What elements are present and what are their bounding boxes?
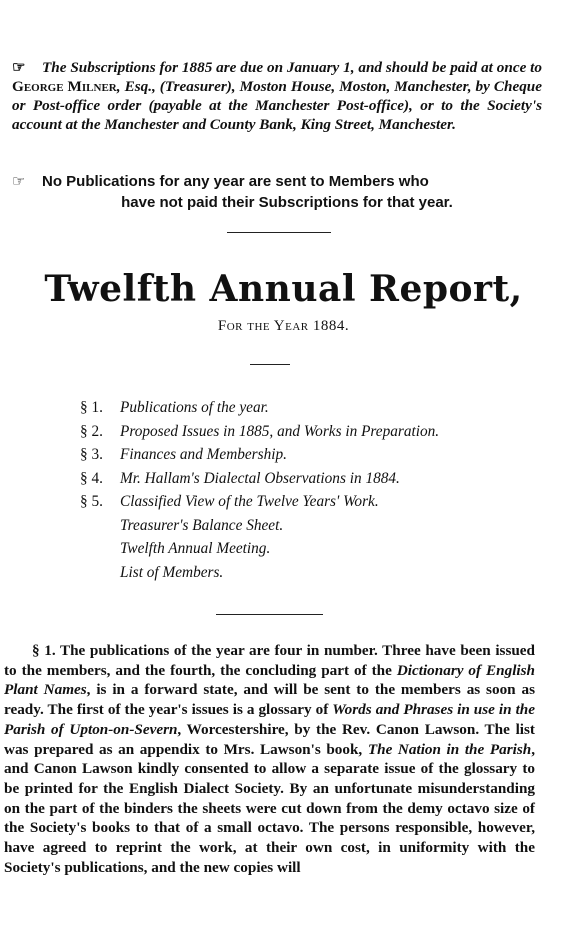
contents-item [80,396,540,420]
divider-rule [250,364,290,365]
contents-item [80,490,540,514]
notice-text-part1: The Subscriptions for 1885 are due on January 1, and should be paid at once to [42,59,542,76]
paragraph-text: § 1. The publications of the year are four in number. Three have been issued to the members, and the fourth, the concluding part of the [4,642,535,679]
section-title: Classified View of the Twelve Years' Work. [120,493,379,510]
report-title: Twelfth Annual Report, [44,268,523,310]
paragraph-text: , and Canon Lawson kindly consented to allow a separate issue of the glossary to be printed for the English Dialect Society. By an unfortunate misunderstanding on the part of the binders the sheets were cut down from the demy octavo size of the Society's books to that of a small octavo. The persons responsible, however, have agreed to reprint the work, at their own cost, in uniformity with the Society's publications, and the new copies will [4,740,536,876]
subscription-notice [12,58,542,134]
section-title: List of Members. [120,563,224,581]
publications-notice-line1: No Publications for any year are sent to Members who [42,173,429,190]
treasurer-name: George Milner [12,78,117,95]
divider-rule [216,614,323,615]
section-number: § 2. [80,422,103,440]
section-title: Publications of the year. [120,399,269,416]
book-title: Words and Phrases in use in the Parish of Upton-on-Severn [4,701,535,738]
report-subtitle: For the Year 1884. [217,318,350,334]
book-title: Dictionary of English Plant Names [4,661,535,699]
publications-notice [12,171,542,213]
contents-item [80,420,540,444]
pointing-hand-icon: ☞ [12,173,25,190]
section-number: § 1. [80,399,103,416]
paragraph-text: , is in a forward state, and will be sent to the members as soon as ready. The first of the year's issues is a glossary of [4,681,535,719]
section-title: Twelfth Annual Meeting. [120,540,271,557]
contents-list [80,396,540,584]
section-title: Mr. Hallam's Dialectal Observations in 1884. [120,469,400,487]
pointing-hand-icon: ☞ [12,59,25,76]
section-1-paragraph [4,641,535,877]
section-number: § 3. [80,446,103,463]
section-title: Finances and Membership. [120,446,287,463]
book-title: The Nation in the Parish [367,740,532,758]
contents-item [80,561,540,585]
divider-rule [227,232,331,233]
contents-item [80,443,540,467]
section-title: Treasurer's Balance Sheet. [120,516,284,534]
contents-item [80,514,540,538]
section-number: § 4. [80,469,103,487]
section-number: § 5. [80,493,103,510]
notice-text-part2: , Esq., (Treasurer), Moston House, Moston, Manchester, by Cheque or Post-office order (payable at the Manchester Post-office), or to the Society's account at the Manchester and County Bank, King Street, Manchester. [12,78,542,133]
contents-item [80,467,540,491]
paragraph-text: , Worcestershire, by the Rev. Canon Lawson. The list was prepared as an appendix to Mrs. Lawson's book, [4,720,535,758]
publications-notice-line2: have not paid their Subscriptions for that year. [121,194,453,211]
section-title: Proposed Issues in 1885, and Works in Preparation. [120,422,440,440]
contents-item [80,537,540,561]
